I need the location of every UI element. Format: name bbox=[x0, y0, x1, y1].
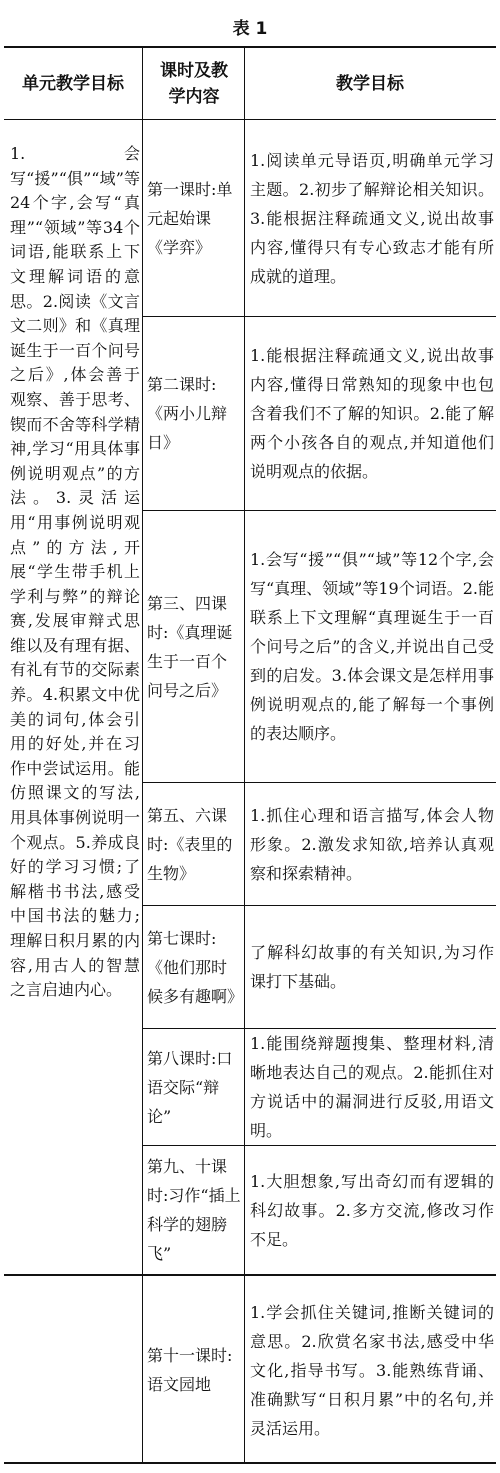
column-divider bbox=[244, 48, 245, 1462]
lesson-text: 第五、六课时:《表里的生物》 bbox=[147, 805, 233, 883]
goal-text: 1.抓住心理和语言描写,体会人物形象。2.激发求知欲,培养认真观察和探索精神。 bbox=[250, 805, 494, 883]
lesson-text: 第三、四课时:《真理诞生于一百个问号之后》 bbox=[147, 593, 233, 700]
goal-cell bbox=[250, 1029, 494, 1145]
lesson-text: 第十一课时:语文园地 bbox=[147, 1346, 233, 1394]
lesson-cell bbox=[147, 1146, 241, 1274]
lesson-cell bbox=[147, 906, 244, 1028]
goal-cell bbox=[250, 783, 494, 905]
lesson-text: 第二课时:《两小儿辩日》 bbox=[147, 375, 228, 452]
lesson-cell bbox=[147, 120, 241, 316]
goal-text: 1.阅读单元导语页,明确单元学习主题。2.初步了解辩论相关知识。3.能根据注释疏通文义,说出故事内容,懂得只有专心致志才能有所成就的道理。 bbox=[250, 150, 494, 286]
lesson-text: 第八课时:口语交际“辩论” bbox=[147, 1048, 233, 1126]
goal-cell bbox=[250, 511, 494, 782]
lesson-text: 第七课时:《他们那时候多有趣啊》 bbox=[147, 928, 244, 1006]
goal-text: 1.能根据注释疏通文义,说出故事内容,懂得日常熟知的现象中也包含着我们不了解的知识。2.能了解两个小孩各自的观点,并知道他们说明观点的依据。 bbox=[250, 346, 494, 481]
goal-text: 1.大胆想象,写出奇幻而有逻辑的科幻故事。2.多方交流,修改习作不足。 bbox=[250, 1171, 494, 1249]
lesson-text: 第九、十课时:习作“插上科学的翅膀飞” bbox=[147, 1157, 241, 1263]
header-lesson: 课时及教学内容 bbox=[160, 60, 228, 107]
goal-text: 1.能围绕辩题搜集、整理材料,清晰地表达自己的观点。2.能抓住对方说话中的漏洞进行反驳,用语文明。 bbox=[250, 1034, 494, 1140]
goal-cell bbox=[250, 906, 494, 1028]
goal-cell bbox=[250, 317, 494, 510]
goal-cell bbox=[250, 1276, 494, 1464]
lesson-cell bbox=[147, 317, 241, 510]
lesson-plan-table bbox=[4, 46, 496, 1464]
unit-goals-text: 1.会写“援”“俱”“域”等24个字,会写“真理”“领域”等34个词语,能联系上下文理解词语的意思。2.阅读《文言文二则》和《真理诞生于一百个问号之后》,体会善于观察、善于思考、锲而不舍等科学精神,学习“用具体事例说明观点”的方法。3.灵活运用“用事例说明观点”的方法,开展“学生带手机上学利与弊”的辩论赛,发展审辩式思维以及有理有据、有礼有节的交际素养。4.积累文中优美的词句,体会引用的好处,并在习作中尝试运用。能仿照课文的写法,用具体事例说明一个观点。5.养成良好的学习习惯;了解楷书书法,感受中国书法的魅力;理解日积月累的内容,用古人的智慧之言启迪内心。 bbox=[10, 144, 140, 1000]
table-caption: 表 1 bbox=[232, 19, 268, 39]
lesson-cell bbox=[147, 511, 241, 782]
lesson-cell bbox=[147, 1276, 241, 1464]
header-unit-goals: 单元教学目标 bbox=[22, 73, 124, 94]
goal-cell bbox=[250, 120, 494, 316]
column-divider bbox=[142, 48, 143, 1462]
lesson-cell bbox=[147, 783, 241, 905]
header-goals: 教学目标 bbox=[336, 73, 404, 94]
goal-text: 1.学会抓住关键词,推断关键词的意思。2.欣赏名家书法,感受中华文化,指导书写。3.能熟练背诵、准确默写“日积月累”中的名句,并灵活运用。 bbox=[250, 1302, 494, 1438]
goal-cell bbox=[250, 1146, 494, 1274]
goal-text: 了解科幻故事的有关知识,为习作课打下基础。 bbox=[250, 943, 494, 991]
goal-text: 1.会写“援”“俱”“域”等12个字,会写“真理、领域”等19个词语。2.能联系上下文理解“真理诞生于一百个问号之后”的含义,并说出自己受到的启发。3.体会课文是怎样用事例说明观点的,能了解每一个事例的表达顺序。 bbox=[250, 550, 494, 743]
lesson-text: 第一课时:单元起始课《学弈》 bbox=[147, 179, 233, 257]
lesson-cell bbox=[147, 1029, 241, 1145]
